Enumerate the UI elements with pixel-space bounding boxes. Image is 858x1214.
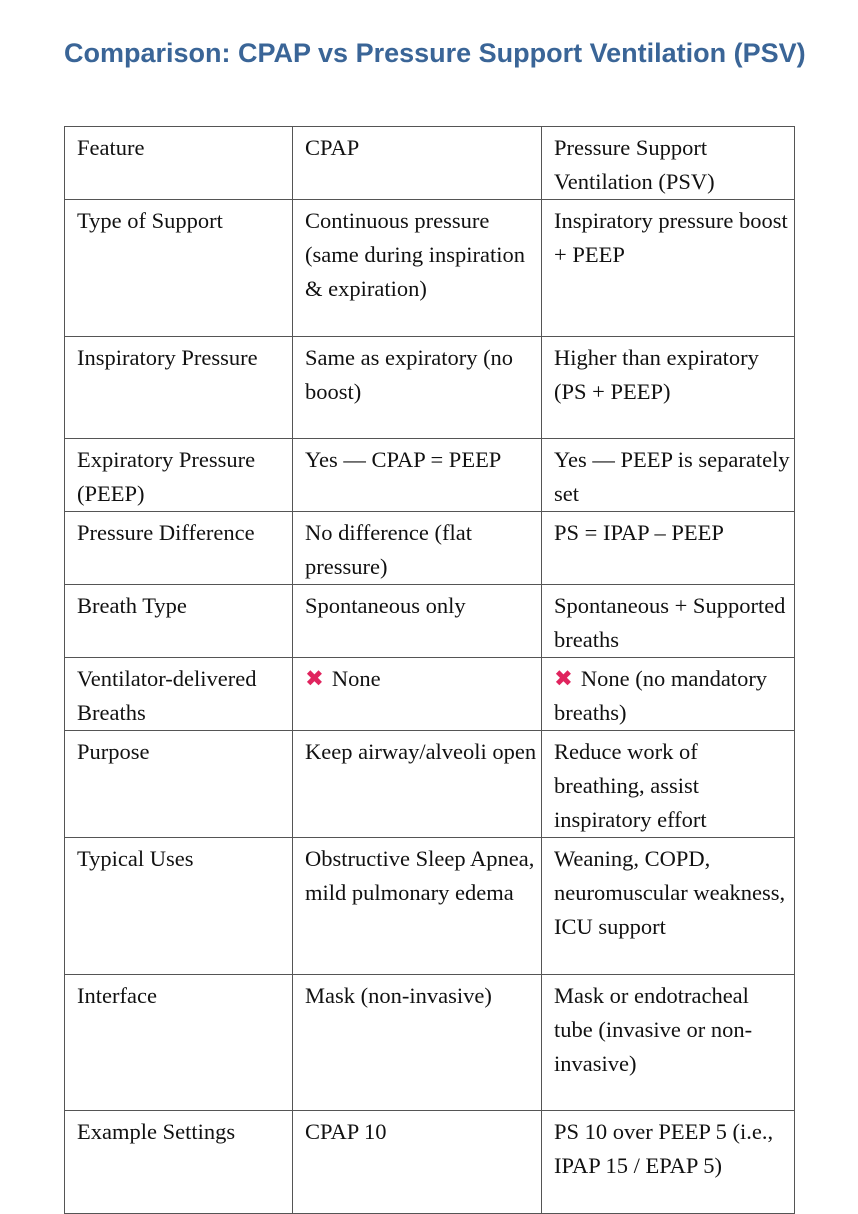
- cpap-cell: Keep airway/alveoli open: [293, 731, 542, 838]
- feature-cell: Expiratory Pressure (PEEP): [65, 439, 293, 512]
- psv-cell: Yes — PEEP is separately set: [542, 439, 795, 512]
- feature-cell: Inspiratory Pressure: [65, 337, 293, 439]
- cross-mark-icon: ✖: [554, 666, 573, 692]
- table-row: [65, 731, 795, 838]
- table-row: [65, 200, 795, 337]
- table-row: [65, 1111, 795, 1214]
- cpap-cell: Spontaneous only: [293, 585, 542, 658]
- feature-cell: Typical Uses: [65, 838, 293, 975]
- feature-cell: Pressure Difference: [65, 512, 293, 585]
- table-row: [65, 975, 795, 1111]
- cross-mark-icon: ✖: [305, 666, 324, 692]
- psv-cell-text: None (no mandatory breaths): [554, 666, 768, 725]
- psv-cell: Spontaneous + Supported breaths: [542, 585, 795, 658]
- psv-cell: PS = IPAP – PEEP: [542, 512, 795, 585]
- psv-cell: Higher than expiratory (PS + PEEP): [542, 337, 795, 439]
- feature-cell: Ventilator-delivered Breaths: [65, 658, 293, 731]
- table-row: [65, 337, 795, 439]
- header-feature: Feature: [65, 127, 293, 200]
- cpap-cell: No difference (flat pressure): [293, 512, 542, 585]
- cpap-cell: Mask (non-invasive): [293, 975, 542, 1111]
- table-header-row: [65, 127, 795, 200]
- feature-cell: Example Settings: [65, 1111, 293, 1214]
- cpap-cell: Yes — CPAP = PEEP: [293, 439, 542, 512]
- feature-cell: Interface: [65, 975, 293, 1111]
- psv-cell: PS 10 over PEEP 5 (i.e., IPAP 15 / EPAP 5): [542, 1111, 795, 1214]
- cpap-cell: CPAP 10: [293, 1111, 542, 1214]
- cpap-cell: Continuous pressure (same during inspiration & expiration): [293, 200, 542, 337]
- cpap-cell: Obstructive Sleep Apnea, mild pulmonary edema: [293, 838, 542, 975]
- psv-cell: Weaning, COPD, neuromuscular weakness, ICU support: [542, 838, 795, 975]
- table-row: [65, 658, 795, 731]
- table-row: [65, 585, 795, 658]
- psv-cell: [542, 658, 795, 731]
- psv-cell: Inspiratory pressure boost + PEEP: [542, 200, 795, 337]
- header-cpap: CPAP: [293, 127, 542, 200]
- psv-cell: Reduce work of breathing, assist inspiratory effort: [542, 731, 795, 838]
- feature-cell: Type of Support: [65, 200, 293, 337]
- feature-cell: Purpose: [65, 731, 293, 838]
- cpap-cell-text: None: [331, 666, 381, 691]
- psv-cell: Mask or endotracheal tube (invasive or non-invasive): [542, 975, 795, 1111]
- header-psv: Pressure Support Ventilation (PSV): [542, 127, 795, 200]
- comparison-table: [64, 126, 795, 1214]
- cpap-cell: [293, 658, 542, 731]
- table-row: [65, 439, 795, 512]
- table-row: [65, 838, 795, 975]
- page-title: Comparison: CPAP vs Pressure Support Ventilation (PSV): [64, 38, 806, 68]
- table-row: [65, 512, 795, 585]
- feature-cell: Breath Type: [65, 585, 293, 658]
- cpap-cell: Same as expiratory (no boost): [293, 337, 542, 439]
